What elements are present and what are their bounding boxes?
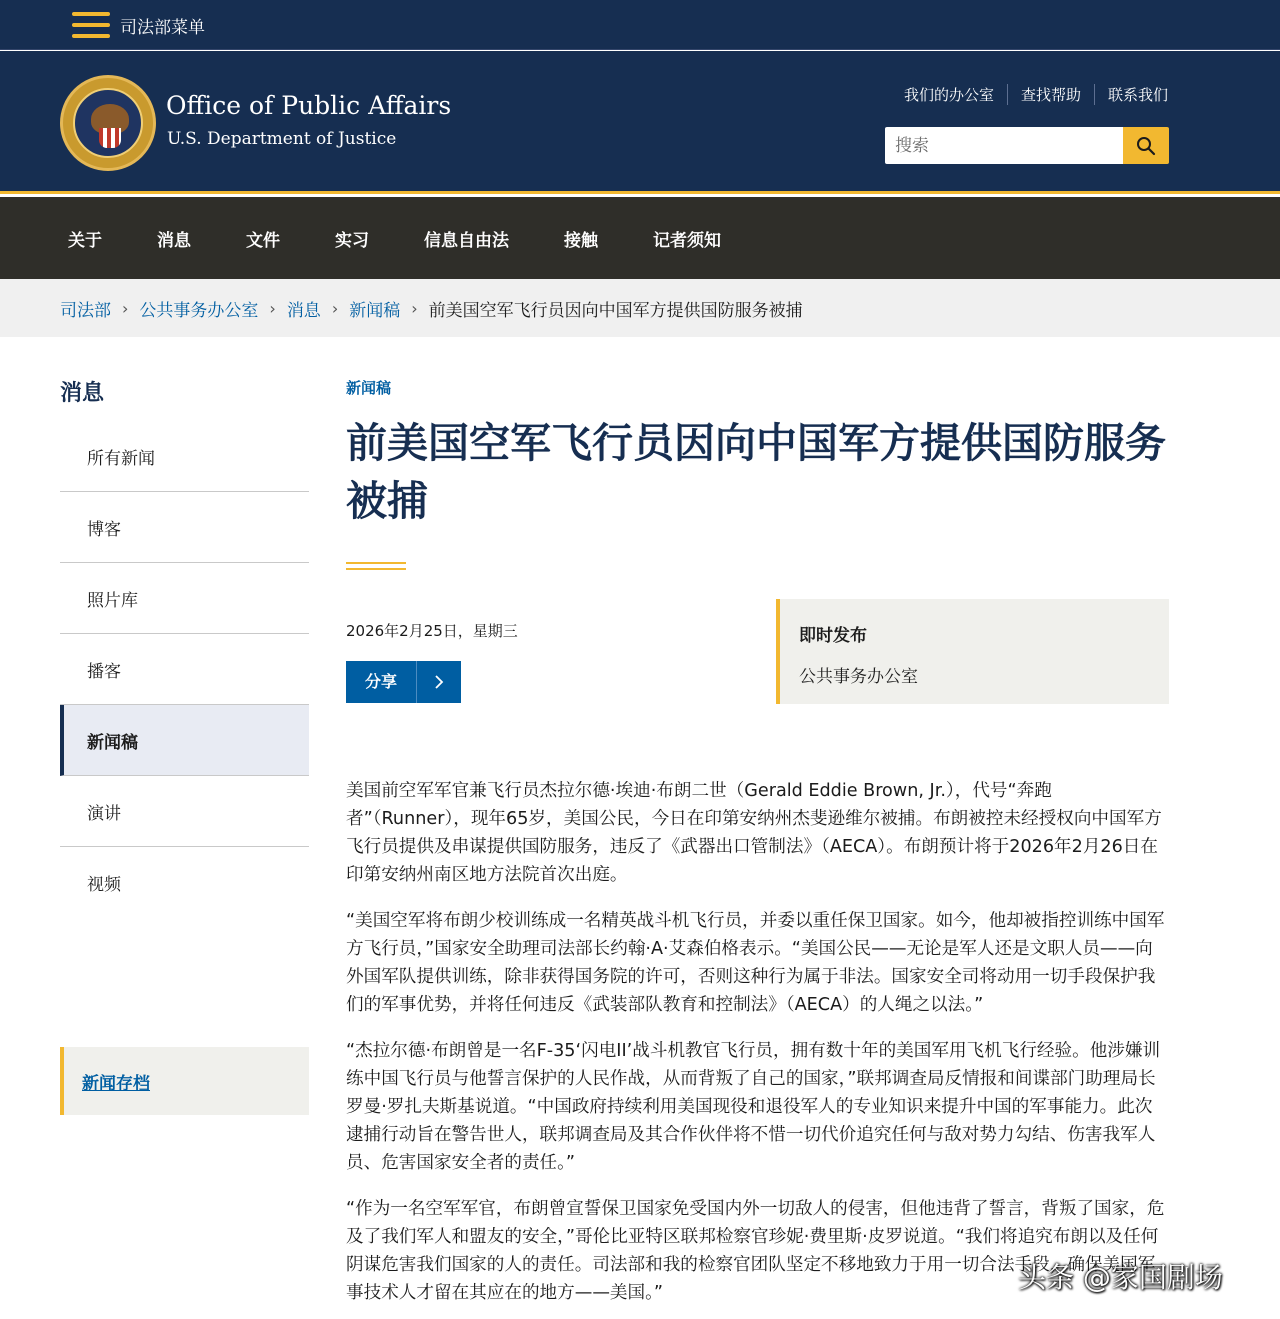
nav-about[interactable]: 关于 [68,230,102,251]
news-archive-link[interactable]: 新闻存档 [82,1073,150,1094]
breadcrumb-press-releases[interactable]: 新闻稿 [349,300,401,321]
sidebar-item-speeches[interactable]: 演讲 [60,776,309,847]
site-title[interactable]: Office of Public Affairs [166,91,452,120]
article-body [346,777,1170,1319]
shield-icon [99,128,121,148]
search-button[interactable] [1123,127,1169,164]
chevron-right-icon: › [331,298,339,318]
watermark: 头条 @家国剧场 [1018,1261,1223,1294]
release-type: 即时发布 [799,626,867,646]
sidebar-item-blog[interactable]: 博客 [60,492,309,563]
site-header [0,51,1280,194]
breadcrumb-news[interactable]: 消息 [286,300,321,321]
sidebar-item-photo-gallery[interactable]: 照片库 [60,563,309,634]
breadcrumb-opa[interactable]: 公共事务办公室 [139,300,259,321]
search-form [885,127,1169,164]
sidebar-item-videos[interactable]: 视频 [87,875,121,895]
release-info-box [776,599,1169,704]
article-title: 前美国空军飞行员因向中国军方提供国防服务被捕 [346,419,1166,525]
chevron-right-icon: › [411,298,418,318]
nav-press-info[interactable]: 记者须知 [653,230,721,251]
search-input[interactable] [885,127,1123,164]
site-subtitle: U.S. Department of Justice [167,129,397,149]
breadcrumb-doj[interactable]: 司法部 [60,300,111,321]
nav-documents[interactable]: 文件 [246,230,280,251]
nav-news[interactable]: 消息 [157,230,191,251]
breadcrumb-current: 前美国空军飞行员因向中国军方提供国防服务被捕 [428,300,803,321]
doj-menu-button[interactable] [72,6,205,44]
chevron-right-icon: › [122,298,129,318]
doj-seal-logo[interactable] [60,75,156,171]
main-nav [0,197,1280,279]
search-icon [1136,136,1156,156]
article-paragraph: 美国前空军军官兼飞行员杰拉尔德·埃迪·布朗二世（Gerald Eddie Brown, Jr.），代号“奔跑者”（Runner），现年65岁，美国公民，今日在印第安纳州杰斐逊维尔被捕。布朗被控未经授权向中国军方飞行员提供及串谋提供国防服务，违反了《武器出口管制法》（AECA）。布朗预计将于2026年2月26日在印第安纳州南区地方法院首次出庭。 [346,781,1162,885]
nav-contact[interactable]: 接触 [564,230,598,251]
nav-internships[interactable]: 实习 [335,230,369,251]
share-label: 分享 [346,661,417,703]
chevron-right-icon [417,675,461,689]
find-help-link[interactable]: 查找帮助 [1007,84,1094,105]
article-category: 新闻稿 [346,379,392,397]
sidebar-item-all-news[interactable]: 所有新闻 [60,421,309,492]
sidebar-title: 消息 [60,381,105,406]
chevron-right-icon: › [269,298,276,318]
hamburger-icon [72,12,110,38]
article-paragraph: “作为一名空军军官，布朗曾宣誓保卫国家免受国内外一切敌人的侵害，但他违背了誓言，背叛了国家，危及了我们军人和盟友的安全，”哥伦比亚特区联邦检察官珍妮·费里斯·皮罗说道。“我们将追究布朗以及任何阴谋危害我们国家的人的责任。司法部和我的检察官团队坚定不移地致力于用一切合法手段，确保美国军事技术人才留在其应在的地方——美国。” [346,1199,1165,1303]
article-paragraph: “杰拉尔德·布朗曾是一名F-35‘闪电II’战斗机教官飞行员，拥有数十年的美国军用飞机飞行经验。他涉嫌训练中国飞行员与他誓言保护的人民作战，从而背叛了自己的国家，”联邦调查局反情报和间谍部门助理局长罗曼·罗扎夫斯基说道。“中国政府持续利用美国现役和退役军人的专业知识来提升中国的军事能力。此次逮捕行动旨在警告世人，联邦调查局及其合作伙伴将不惜一切代价追究任何与敌对势力勾结、伤害我军人员、危害国家安全者的责任。” [346,1041,1161,1173]
news-archive-box [60,1047,309,1115]
article-paragraph: “美国空军将布朗少校训练成一名精英战斗机飞行员，并委以重任保卫国家。如今，他却被指控训练中国军方飞行员，”国家安全助理司法部长约翰·A·艾森伯格表示。“美国公民——无论是军人还是文职人员——向外国军队提供训练，除非获得国务院的许可，否则这种行为属于非法。国家安全司将动用一切手段保护我们的军事优势，并将任何违反《武装部队教育和控制法》（AECA）的人绳之以法。” [346,911,1165,1015]
utility-links [904,84,1168,105]
top-bar [0,0,1280,50]
our-offices-link[interactable]: 我们的办公室 [903,86,994,104]
nav-foia[interactable]: 信息自由法 [424,230,509,251]
doj-menu-label: 司法部菜单 [120,17,205,38]
contact-us-link[interactable]: 联系我们 [1094,84,1168,105]
release-component: 公共事务办公室 [799,667,918,687]
article-date: 2026年2月25日，星期三 [346,622,518,640]
sidebar-nav [60,421,309,918]
sidebar-item-press-releases[interactable]: 新闻稿 [60,705,309,776]
sidebar-item-podcasts[interactable]: 播客 [60,634,309,705]
breadcrumb [0,279,1280,337]
title-divider [346,562,406,574]
share-button[interactable] [346,661,461,703]
